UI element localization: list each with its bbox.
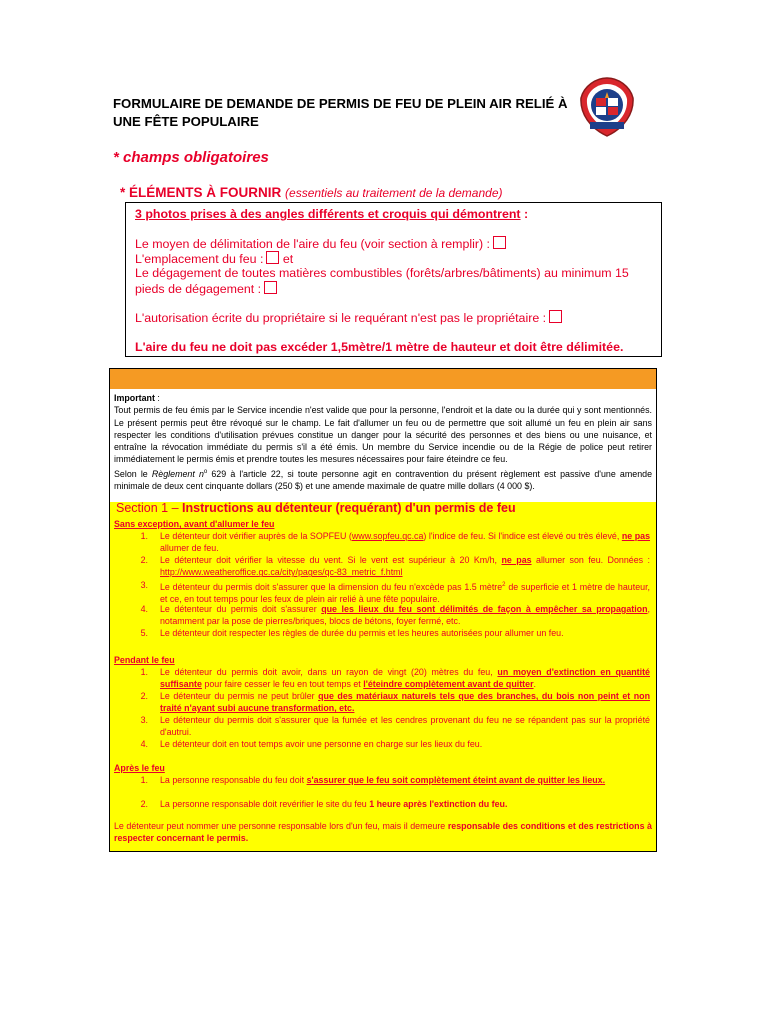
fire-limit-note: L'aire du feu ne doit pas excéder 1,5mètre/1 mètre de hauteur et doit être délimitée.: [135, 340, 624, 354]
after-2-bo: 1 heure après l'extinction du feu.: [369, 799, 508, 809]
important-label: Important: [114, 393, 155, 403]
location-label: L'emplacement du feu :: [135, 252, 264, 266]
before-item-3: [160, 579, 650, 606]
before-num-2: 2.: [140, 555, 148, 565]
after-item-2: [160, 798, 650, 810]
during-1-b: pour faire cesser le feu en tout temps et: [204, 679, 361, 690]
before-item-1: [160, 530, 650, 555]
location-suffix: et: [282, 252, 294, 266]
before-heading: Sans exception, avant d'allumer le feu: [114, 519, 275, 529]
before-1-np: ne pas: [621, 531, 651, 541]
owner-authorization-checkbox[interactable]: [549, 310, 562, 323]
during-item-4: Le détenteur doit en tout temps avoir une personne en charge sur les lieux du feu.: [160, 739, 483, 749]
during-item-3: Le détenteur du permis doit s'assurer que la fumée et les cendres provenant du feu ne se répandent pas sur la propriété d'autrui.: [160, 715, 650, 738]
during-1-a: Le détenteur du permis doit avoir, dans un rayon de vingt (20) mètres du feu,: [160, 667, 493, 677]
before-2-b: allumer son feu. Données :: [536, 555, 650, 565]
during-item-1: [160, 666, 650, 691]
during-item-2: [160, 690, 650, 715]
fire-department-badge-icon: [578, 76, 636, 138]
clearance-item: [135, 281, 277, 296]
important-label-line: [114, 392, 652, 404]
before-4-b: , notamment par la pose de pierres/briques, blocs de bétons, foyer fermé, etc.: [160, 604, 650, 627]
during-1-c: .: [533, 679, 536, 690]
location-item: [135, 251, 293, 266]
during-num-4: 4.: [140, 739, 148, 749]
after-heading: Après le feu: [114, 763, 165, 773]
delimitation-checkbox[interactable]: [493, 236, 506, 249]
before-item-2: [160, 554, 650, 579]
before-item-4: [160, 603, 650, 628]
photos-line-text: 3 photos prises à des angles différents et croquis qui démontrent: [135, 207, 521, 221]
during-1-bu1: un moyen d'extinction en quantité suffisante: [160, 667, 650, 690]
after-num-1: 1.: [140, 775, 148, 785]
before-num-1: 1.: [140, 531, 148, 541]
important-paragraph-1: Tout permis de feu émis par le Service incendie n'est valide que pour la personne, l'endroit et la date ou la durée qui y sont mentionnés. Le présent permis peut être révoqué sur le champ. Le fait d'allumer un feu ou de permettre que soit allumé un feu en plein air sans respecter les conditions d'utilisation prévues constitue un danger pour la sécurité des personnes et des biens ou une nuisance, et entraîne la révocation immédiate du permis s'il a été émis. Un membre du Service incendie ou de la Régie de police peut retirer immédiatement le permis émis et prendre toutes les mesures nécessaires pour faire éteindre ce feu.: [114, 405, 652, 465]
clearance-label: pieds de dégagement :: [135, 282, 262, 296]
after-item-1: [160, 774, 650, 786]
section1-heading: [116, 502, 516, 514]
location-checkbox[interactable]: [266, 251, 279, 264]
elements-heading: [120, 185, 502, 200]
important-notice: [114, 392, 652, 492]
sopfeu-link[interactable]: www.sopfeu.qc.ca: [351, 531, 424, 541]
during-2-a: Le détenteur du permis ne peut brûler: [160, 691, 315, 701]
elements-heading-bold: * ÉLÉMENTS À FOURNIR: [120, 185, 282, 200]
owner-authorization-item: [135, 310, 562, 325]
before-item-5: Le détenteur doit respecter les règles de durée du permis et les heures autorisées pour allumer un feu.: [160, 628, 564, 638]
regulation-sup: o: [203, 468, 208, 475]
p2-prefix: Selon le: [114, 468, 148, 479]
before-4-bu: que les lieux du feu sont délimités de façon à empêcher sa propagation: [321, 604, 648, 614]
before-3-sup: 2: [502, 582, 506, 588]
during-heading: Pendant le feu: [114, 655, 175, 665]
during-1-bu2: l'éteindre complètement avant de quitter: [363, 679, 534, 690]
after-num-2: 2.: [140, 799, 148, 809]
before-num-5: 5.: [140, 628, 148, 638]
closing-paragraph: [114, 820, 652, 845]
photos-line-colon: :: [520, 207, 529, 221]
before-num-3: 3.: [140, 580, 148, 590]
before-4-a: Le détenteur du permis doit s'assurer: [160, 604, 317, 614]
section1-prefix: Section 1 –: [116, 501, 179, 515]
important-paragraph-2: [114, 466, 652, 493]
orange-header-bar: [110, 369, 656, 389]
before-1-c: allumer de feu.: [160, 543, 219, 554]
owner-authorization-label: L'autorisation écrite du propriétaire si le requérant n'est pas le propriétaire :: [135, 311, 547, 325]
closing-bo: responsable des conditions et des restrictions à respecter concernant le permis.: [114, 821, 652, 844]
during-2-bu: que des matériaux naturels tels que des branches, du bois non peint et non traité n'ayant subi aucune transformation, etc.: [160, 691, 651, 714]
closing-a: Le détenteur peut nommer une personne responsable lors d'un feu, mais il demeure: [114, 821, 446, 831]
clearance-checkbox[interactable]: [264, 281, 277, 294]
before-1-a: Le détenteur doit vérifier auprès de la SOPFEU (: [160, 531, 352, 541]
important-label-suffix: :: [154, 393, 160, 403]
before-3-b: de superficie et 1 mètre de hauteur, et ce, en tout temps pour les feux de plein air relié à une fête populaire.: [160, 581, 650, 605]
after-1-bu: s'assurer que le feu soit complètement éteint avant de quitter les lieux.: [306, 775, 606, 785]
instructions-box: [109, 368, 657, 852]
section1-panel: [110, 502, 656, 851]
before-2-a: Le détenteur doit vérifier la vitesse du vent. Si le vent est supérieur à 20 Km/h,: [160, 555, 498, 565]
photos-line: [135, 207, 528, 221]
delimitation-label: Le moyen de délimitation de l'aire du feu (voir section à remplir) :: [135, 237, 490, 251]
required-fields-note: * champs obligatoires: [113, 149, 269, 166]
before-3-a: Le détenteur du permis doit s'assurer que la dimension du feu n'excède pas 1.5 mètre: [160, 581, 503, 592]
during-num-1: 1.: [140, 667, 148, 677]
p2-body: 629 à l'article 22, si toute personne agit en contravention du présent règlement est passive d'une amende minimale de deux cent cinquante dollars (250 $) et une amende maximale de quatre mille dollars (4 000 $).: [114, 468, 652, 492]
before-2-np: ne pas: [501, 555, 532, 565]
during-num-2: 2.: [140, 691, 148, 701]
elements-box: [125, 202, 662, 357]
page-title: FORMULAIRE DE DEMANDE DE PERMIS DE FEU DE PLEIN AIR RELIÉ À UNE FÊTE POPULAIRE: [113, 96, 568, 129]
after-1-a: La personne responsable du feu doit: [160, 775, 305, 785]
clearance-line-a: Le dégagement de toutes matières combustibles (forêts/arbres/bâtiments) au minimum 15: [135, 266, 629, 280]
before-1-b: ) l'indice de feu. Si l'indice est élevé ou très élevé,: [423, 531, 620, 541]
during-num-3: 3.: [140, 715, 148, 725]
delimitation-item: [135, 236, 506, 251]
after-2-a: La personne responsable doit revérifier le site du feu: [160, 799, 367, 809]
elements-heading-italic: (essentiels au traitement de la demande): [285, 186, 503, 200]
before-num-4: 4.: [140, 604, 148, 614]
weather-link[interactable]: http://www.weatheroffice.gc.ca/city/pages/qc-83_metric_f.html: [160, 567, 403, 578]
regulation-label: Règlement n: [151, 468, 204, 479]
section1-title: Instructions au détenteur (requérant) d'un permis de feu: [182, 501, 516, 515]
